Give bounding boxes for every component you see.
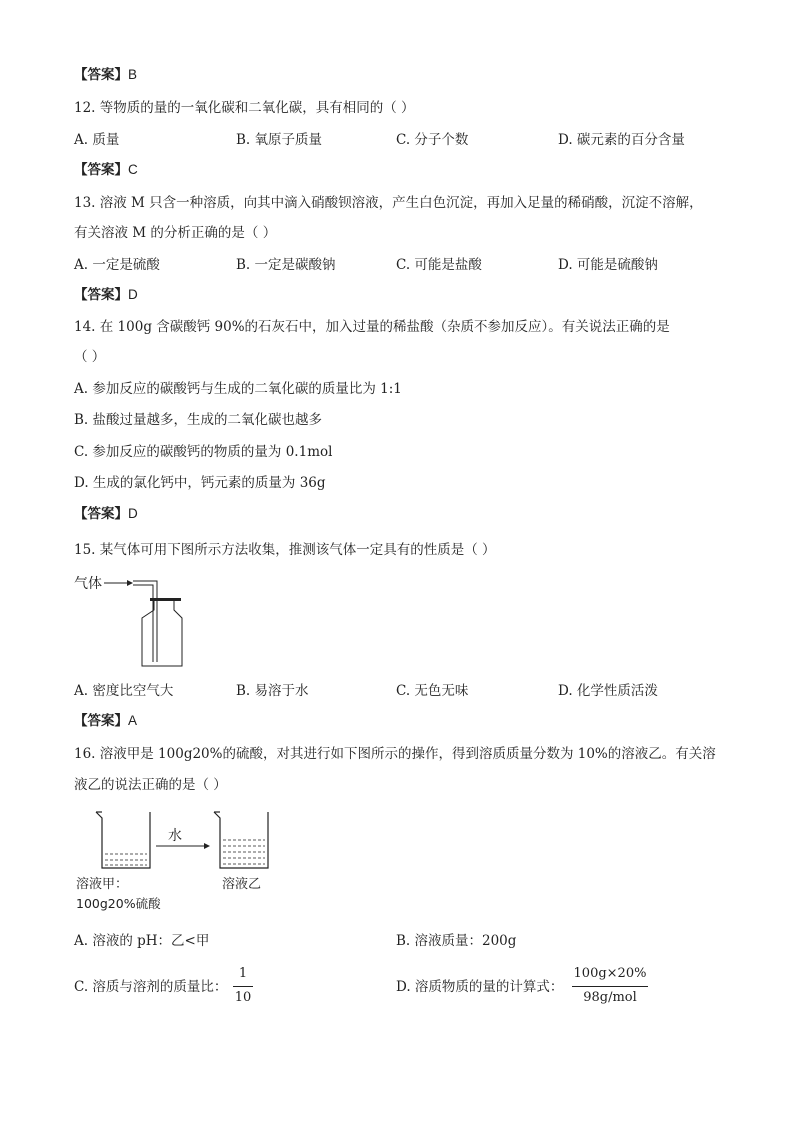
q16-option-c: C. 溶质与溶剂的质量比：: [74, 979, 228, 995]
gas-bottle: [142, 601, 182, 666]
q15-option-d: D. 化学性质活泼: [558, 683, 658, 699]
q14-option-c: C. 参加反应的碳酸钙的物质的量为 0.1mol: [74, 444, 333, 460]
label-solution-a-desc: 100g20%硫酸: [76, 896, 161, 911]
q16-option-c-fraction-bar: [233, 986, 253, 987]
question-13-stem-1: 13. 溶液 M 只含一种溶质，向其中滴入硝酸钡溶液，产生白色沉淀，再加入足量的稀硝酸，沉淀不溶解，: [74, 195, 703, 211]
question-16-stem-1: 16. 溶液甲是 100g20%的硫酸，对其进行如下图所示的操作，得到溶质质量分数为 10%的溶液乙。有关溶: [74, 746, 716, 762]
answer-value: B: [128, 67, 138, 82]
label-solution-a: 溶液甲：: [76, 877, 129, 892]
tube-inner: [133, 585, 153, 598]
answer-11: [74, 66, 137, 84]
process-arrow-head-icon: [204, 843, 210, 849]
q15-option-c: C. 无色无味: [396, 683, 469, 699]
gas-collection-figure: [70, 570, 200, 672]
question-15-stem: 15. 某气体可用下图所示方法收集，推测该气体一定具有的性质是（ ）: [74, 542, 496, 558]
q14-option-b: B. 盐酸过量越多，生成的二氧化碳也越多: [74, 412, 323, 428]
question-14-stem-1: 14. 在 100g 含碳酸钙 90%的石灰石中，加入过量的稀盐酸（杂质不参加反应）。有关说法正确的是: [74, 319, 670, 335]
beaker-left: [96, 812, 150, 868]
figure-label-gas: 气体: [74, 576, 102, 592]
q13-option-b: B. 一定是碳酸钠: [236, 257, 336, 273]
q16-option-d-numerator: 100g×20%: [573, 966, 647, 981]
question-14-stem-2: （ ）: [74, 349, 106, 365]
q13-option-a: A. 一定是硫酸: [74, 257, 160, 273]
question-16-stem-2: 液乙的说法正确的是（ ）: [74, 777, 227, 793]
answer-label: 【答案】: [74, 287, 128, 303]
answer-label: 【答案】: [74, 67, 128, 83]
q12-option-a: A. 质量: [74, 132, 120, 148]
dilution-figure: [72, 806, 282, 914]
q15-option-b: B. 易溶于水: [236, 683, 309, 699]
answer-14: [74, 505, 138, 523]
answer-label: 【答案】: [74, 506, 128, 522]
arrow-label-water: 水: [168, 828, 182, 844]
answer-value: A: [128, 713, 138, 728]
q12-option-c: C. 分子个数: [396, 132, 469, 148]
answer-label: 【答案】: [74, 713, 128, 729]
q16-option-d-fraction-bar: [572, 986, 648, 987]
q12-option-d: D. 碳元素的百分含量: [558, 132, 685, 148]
answer-15: [74, 712, 137, 730]
q14-option-d: D. 生成的氯化钙中，钙元素的质量为 36g: [74, 475, 326, 491]
q16-option-a: A. 溶液的 pH：乙<甲: [74, 933, 210, 949]
answer-label: 【答案】: [74, 162, 128, 178]
q16-option-c-numerator: 1: [238, 966, 248, 981]
q16-option-d: D. 溶质物质的量的计算式：: [396, 979, 564, 995]
arrow-head-icon: [127, 580, 133, 586]
answer-value: C: [128, 162, 138, 177]
q13-option-d: D. 可能是硫酸钠: [558, 257, 658, 273]
q14-option-a: A. 参加反应的碳酸钙与生成的二氧化碳的质量比为 1:1: [74, 381, 402, 397]
answer-value: D: [128, 287, 138, 302]
answer-12: [74, 161, 138, 179]
bottle-stopper: [150, 598, 181, 601]
answer-13: [74, 286, 138, 304]
q15-option-a: A. 密度比空气大: [74, 683, 174, 699]
q16-option-c-denominator: 10: [234, 990, 252, 1005]
q12-option-b: B. 氧原子质量: [236, 132, 323, 148]
q16-option-d-denominator: 98g/mol: [583, 990, 637, 1005]
q13-option-c: C. 可能是盐酸: [396, 257, 482, 273]
question-12-stem: 12. 等物质的量的一氧化碳和二氧化碳，具有相同的（ ）: [74, 100, 415, 116]
question-13-stem-2: 有关溶液 M 的分析正确的是（ ）: [74, 225, 277, 241]
answer-value: D: [128, 506, 138, 521]
label-solution-b: 溶液乙: [222, 877, 262, 892]
q16-option-b: B. 溶液质量：200g: [396, 933, 517, 949]
